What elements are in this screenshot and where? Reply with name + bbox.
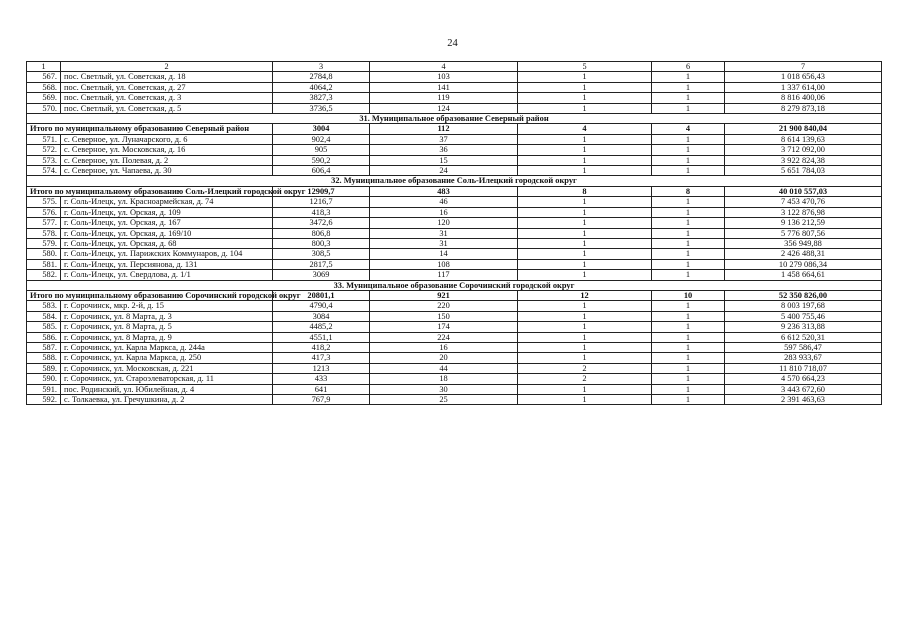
row-number: 583.	[27, 301, 61, 311]
col5-cell: 1	[518, 249, 652, 259]
col6-cell: 1	[652, 342, 725, 352]
area-cell: 417,3	[273, 353, 370, 363]
area-cell: 3827,3	[273, 93, 370, 103]
row-number: 570.	[27, 103, 61, 113]
table-row	[27, 228, 882, 238]
row-number: 585.	[27, 322, 61, 332]
address-cell: с. Северное, ул. Полевая, д. 2	[61, 155, 273, 165]
people-cell: 15	[370, 155, 518, 165]
col6-cell: 1	[652, 395, 725, 405]
sum-cell: 10 279 086,34	[725, 259, 882, 269]
people-cell: 25	[370, 395, 518, 405]
col6-cell: 1	[652, 155, 725, 165]
table-row	[27, 197, 882, 207]
sum-cell: 6 612 520,31	[725, 332, 882, 342]
subtotal-sum: 40 010 557,03	[725, 186, 882, 196]
col6-cell: 1	[652, 384, 725, 394]
col6-cell: 1	[652, 134, 725, 144]
row-number: 575.	[27, 197, 61, 207]
table-row	[27, 82, 882, 92]
area-cell: 4485,2	[273, 322, 370, 332]
address-cell: г. Соль-Илецк, ул. Свердлова, д. 1/1	[61, 270, 273, 280]
area-cell: 902,4	[273, 134, 370, 144]
section-heading-row	[27, 114, 882, 124]
row-number: 579.	[27, 238, 61, 248]
table-row	[27, 395, 882, 405]
subtotal-people: 921	[370, 290, 518, 300]
people-cell: 108	[370, 259, 518, 269]
table-row	[27, 166, 882, 176]
subtotal-col5: 4	[518, 124, 652, 134]
section-heading-row	[27, 280, 882, 290]
col6-cell: 1	[652, 103, 725, 113]
sum-cell: 4 570 664,23	[725, 374, 882, 384]
column-number-row	[27, 62, 882, 72]
table-body	[27, 62, 882, 405]
table-row	[27, 249, 882, 259]
address-cell: г. Сорочинск, ул. 8 Марта, д. 5	[61, 322, 273, 332]
column-number: 2	[61, 62, 273, 72]
col5-cell: 1	[518, 145, 652, 155]
sum-cell: 597 586,47	[725, 342, 882, 352]
sum-cell: 1 458 664,61	[725, 270, 882, 280]
area-cell: 418,3	[273, 207, 370, 217]
table-row	[27, 103, 882, 113]
people-cell: 30	[370, 384, 518, 394]
col6-cell: 1	[652, 197, 725, 207]
table-row	[27, 342, 882, 352]
row-number: 592.	[27, 395, 61, 405]
subtotal-people: 112	[370, 124, 518, 134]
row-number: 574.	[27, 166, 61, 176]
subtotal-sum: 21 900 840,04	[725, 124, 882, 134]
area-cell: 4064,2	[273, 82, 370, 92]
col5-cell: 1	[518, 332, 652, 342]
subtotal-people: 483	[370, 186, 518, 196]
sum-cell: 2 426 488,31	[725, 249, 882, 259]
area-cell: 418,2	[273, 342, 370, 352]
people-cell: 31	[370, 228, 518, 238]
col5-cell: 1	[518, 395, 652, 405]
subtotal-col6: 10	[652, 290, 725, 300]
subtotal-area: 3004	[273, 124, 370, 134]
area-cell: 3472,6	[273, 218, 370, 228]
col5-cell: 1	[518, 353, 652, 363]
col6-cell: 1	[652, 322, 725, 332]
row-number: 589.	[27, 363, 61, 373]
sum-cell: 8 614 139,63	[725, 134, 882, 144]
section-heading-row	[27, 176, 882, 186]
row-number: 569.	[27, 93, 61, 103]
address-cell: г. Сорочинск, мкр. 2-й, д. 15	[61, 301, 273, 311]
row-number: 590.	[27, 374, 61, 384]
table-row	[27, 72, 882, 82]
col5-cell: 1	[518, 72, 652, 82]
col5-cell: 1	[518, 301, 652, 311]
sum-cell: 8 816 400,06	[725, 93, 882, 103]
col6-cell: 1	[652, 374, 725, 384]
column-number: 3	[273, 62, 370, 72]
row-number: 584.	[27, 311, 61, 321]
sum-cell: 11 810 718,07	[725, 363, 882, 373]
area-cell: 433	[273, 374, 370, 384]
sum-cell: 9 136 212,59	[725, 218, 882, 228]
subtotal-col6: 8	[652, 186, 725, 196]
area-cell: 3069	[273, 270, 370, 280]
register-table	[26, 61, 882, 405]
address-cell: пос. Светлый, ул. Советская, д. 5	[61, 103, 273, 113]
table-row	[27, 218, 882, 228]
sum-cell: 5 400 755,46	[725, 311, 882, 321]
address-cell: г. Сорочинск, ул. 8 Марта, д. 3	[61, 311, 273, 321]
sum-cell: 356 949,88	[725, 238, 882, 248]
subtotal-row	[27, 124, 882, 134]
col6-cell: 1	[652, 363, 725, 373]
subtotal-col6: 4	[652, 124, 725, 134]
table-row	[27, 207, 882, 217]
row-number: 567.	[27, 72, 61, 82]
address-cell: г. Соль-Илецк, ул. Орская, д. 68	[61, 238, 273, 248]
area-cell: 3084	[273, 311, 370, 321]
col5-cell: 1	[518, 103, 652, 113]
col6-cell: 1	[652, 72, 725, 82]
people-cell: 14	[370, 249, 518, 259]
col6-cell: 1	[652, 166, 725, 176]
sum-cell: 8 003 197,68	[725, 301, 882, 311]
people-cell: 150	[370, 311, 518, 321]
address-cell: г. Сорочинск, ул. Карла Маркса, д. 250	[61, 353, 273, 363]
subtotal-sum: 52 350 826,00	[725, 290, 882, 300]
col6-cell: 1	[652, 301, 725, 311]
sum-cell: 5 776 807,56	[725, 228, 882, 238]
row-number: 586.	[27, 332, 61, 342]
row-number: 573.	[27, 155, 61, 165]
section-title: 32. Муниципальное образование Соль-Илецкий городской округ	[27, 176, 882, 186]
address-cell: пос. Светлый, ул. Советская, д. 18	[61, 72, 273, 82]
address-cell: г. Соль-Илецк, ул. Орская, д. 167	[61, 218, 273, 228]
section-title: 33. Муниципальное образование Сорочинский городской округ	[27, 280, 882, 290]
col5-cell: 2	[518, 363, 652, 373]
table-row	[27, 301, 882, 311]
sum-cell: 3 922 824,38	[725, 155, 882, 165]
people-cell: 44	[370, 363, 518, 373]
people-cell: 31	[370, 238, 518, 248]
section-title: 31. Муниципальное образование Северный район	[27, 114, 882, 124]
table-row	[27, 363, 882, 373]
address-cell: г. Соль-Илецк, ул. Красноармейская, д. 74	[61, 197, 273, 207]
table-row	[27, 155, 882, 165]
address-cell: г. Соль-Илецк, ул. Персиянова, д. 131	[61, 259, 273, 269]
column-number: 5	[518, 62, 652, 72]
table-row	[27, 384, 882, 394]
row-number: 572.	[27, 145, 61, 155]
sum-cell: 283 933,67	[725, 353, 882, 363]
sum-cell: 3 712 092,00	[725, 145, 882, 155]
column-number: 4	[370, 62, 518, 72]
area-cell: 2817,5	[273, 259, 370, 269]
area-cell: 308,5	[273, 249, 370, 259]
col5-cell: 1	[518, 166, 652, 176]
col6-cell: 1	[652, 145, 725, 155]
people-cell: 18	[370, 374, 518, 384]
address-cell: с. Северное, ул. Чапаева, д. 30	[61, 166, 273, 176]
table-row	[27, 374, 882, 384]
col5-cell: 1	[518, 93, 652, 103]
sum-cell: 2 391 463,63	[725, 395, 882, 405]
people-cell: 220	[370, 301, 518, 311]
col6-cell: 1	[652, 353, 725, 363]
col5-cell: 1	[518, 322, 652, 332]
people-cell: 24	[370, 166, 518, 176]
col6-cell: 1	[652, 218, 725, 228]
area-cell: 3736,5	[273, 103, 370, 113]
page-number: 24	[447, 38, 458, 49]
col5-cell: 1	[518, 270, 652, 280]
subtotal-row	[27, 290, 882, 300]
people-cell: 16	[370, 207, 518, 217]
address-cell: г. Соль-Илецк, ул. Орская, д. 109	[61, 207, 273, 217]
row-number: 587.	[27, 342, 61, 352]
people-cell: 37	[370, 134, 518, 144]
col6-cell: 1	[652, 93, 725, 103]
table-row	[27, 259, 882, 269]
area-cell: 4790,4	[273, 301, 370, 311]
column-number: 6	[652, 62, 725, 72]
col6-cell: 1	[652, 228, 725, 238]
col5-cell: 2	[518, 374, 652, 384]
sum-cell: 3 122 876,98	[725, 207, 882, 217]
col5-cell: 1	[518, 218, 652, 228]
sum-cell: 9 236 313,88	[725, 322, 882, 332]
address-cell: г. Соль-Илецк, ул. Орская, д. 169/10	[61, 228, 273, 238]
subtotal-area: 12909,7	[273, 186, 370, 196]
sum-cell: 1 337 614,00	[725, 82, 882, 92]
col5-cell: 1	[518, 384, 652, 394]
row-number: 581.	[27, 259, 61, 269]
people-cell: 117	[370, 270, 518, 280]
col6-cell: 1	[652, 207, 725, 217]
row-number: 591.	[27, 384, 61, 394]
subtotal-area: 20801,1	[273, 290, 370, 300]
area-cell: 4551,1	[273, 332, 370, 342]
subtotal-label: Итого по муниципальному образованию Соль-Илецкий городской округ	[27, 186, 273, 196]
address-cell: с. Толкаевка, ул. Гречушкина, д. 2	[61, 395, 273, 405]
area-cell: 767,9	[273, 395, 370, 405]
address-cell: с. Северное, ул. Московская, д. 16	[61, 145, 273, 155]
col5-cell: 1	[518, 197, 652, 207]
people-cell: 36	[370, 145, 518, 155]
table-row	[27, 134, 882, 144]
sum-cell: 1 018 656,43	[725, 72, 882, 82]
sum-cell: 7 453 470,76	[725, 197, 882, 207]
address-cell: пос. Светлый, ул. Советская, д. 3	[61, 93, 273, 103]
area-cell: 606,4	[273, 166, 370, 176]
subtotal-col5: 12	[518, 290, 652, 300]
table-row	[27, 322, 882, 332]
table-row	[27, 238, 882, 248]
people-cell: 224	[370, 332, 518, 342]
sum-cell: 8 279 873,18	[725, 103, 882, 113]
people-cell: 46	[370, 197, 518, 207]
subtotal-col5: 8	[518, 186, 652, 196]
col6-cell: 1	[652, 238, 725, 248]
row-number: 577.	[27, 218, 61, 228]
address-cell: пос. Родинский, ул. Юбилейная, д. 4	[61, 384, 273, 394]
address-cell: г. Сорочинск, ул. Карла Маркса, д. 244а	[61, 342, 273, 352]
address-cell: г. Сорочинск, ул. Московская, д. 221	[61, 363, 273, 373]
area-cell: 806,8	[273, 228, 370, 238]
address-cell: пос. Светлый, ул. Советская, д. 27	[61, 82, 273, 92]
col6-cell: 1	[652, 249, 725, 259]
col5-cell: 1	[518, 207, 652, 217]
row-number: 576.	[27, 207, 61, 217]
col6-cell: 1	[652, 311, 725, 321]
people-cell: 120	[370, 218, 518, 228]
area-cell: 641	[273, 384, 370, 394]
table-row	[27, 332, 882, 342]
people-cell: 141	[370, 82, 518, 92]
area-cell: 800,3	[273, 238, 370, 248]
row-number: 578.	[27, 228, 61, 238]
table-row	[27, 145, 882, 155]
address-cell: г. Соль-Илецк, ул. Парижских Коммунаров, д. 104	[61, 249, 273, 259]
col6-cell: 1	[652, 270, 725, 280]
table-row	[27, 93, 882, 103]
col6-cell: 1	[652, 259, 725, 269]
row-number: 580.	[27, 249, 61, 259]
subtotal-label: Итого по муниципальному образованию Северный район	[27, 124, 273, 134]
column-number: 1	[27, 62, 61, 72]
people-cell: 20	[370, 353, 518, 363]
table-row	[27, 270, 882, 280]
col5-cell: 1	[518, 311, 652, 321]
col5-cell: 1	[518, 155, 652, 165]
col6-cell: 1	[652, 82, 725, 92]
subtotal-label: Итого по муниципальному образованию Сорочинский городской округ	[27, 290, 273, 300]
col5-cell: 1	[518, 228, 652, 238]
people-cell: 103	[370, 72, 518, 82]
col6-cell: 1	[652, 332, 725, 342]
row-number: 588.	[27, 353, 61, 363]
table-row	[27, 311, 882, 321]
sum-cell: 5 651 784,03	[725, 166, 882, 176]
area-cell: 590,2	[273, 155, 370, 165]
subtotal-row	[27, 186, 882, 196]
col5-cell: 1	[518, 238, 652, 248]
address-cell: с. Северное, ул. Луначарского, д. 6	[61, 134, 273, 144]
people-cell: 119	[370, 93, 518, 103]
area-cell: 2784,8	[273, 72, 370, 82]
people-cell: 174	[370, 322, 518, 332]
people-cell: 16	[370, 342, 518, 352]
sum-cell: 3 443 672,60	[725, 384, 882, 394]
col5-cell: 1	[518, 134, 652, 144]
col5-cell: 1	[518, 82, 652, 92]
column-number: 7	[725, 62, 882, 72]
people-cell: 124	[370, 103, 518, 113]
table-row	[27, 353, 882, 363]
col5-cell: 1	[518, 342, 652, 352]
row-number: 582.	[27, 270, 61, 280]
row-number: 571.	[27, 134, 61, 144]
area-cell: 1213	[273, 363, 370, 373]
address-cell: г. Сорочинск, ул. 8 Марта, д. 9	[61, 332, 273, 342]
col5-cell: 1	[518, 259, 652, 269]
row-number: 568.	[27, 82, 61, 92]
area-cell: 1216,7	[273, 197, 370, 207]
address-cell: г. Сорочинск, ул. Староэлеваторская, д. 11	[61, 374, 273, 384]
area-cell: 905	[273, 145, 370, 155]
